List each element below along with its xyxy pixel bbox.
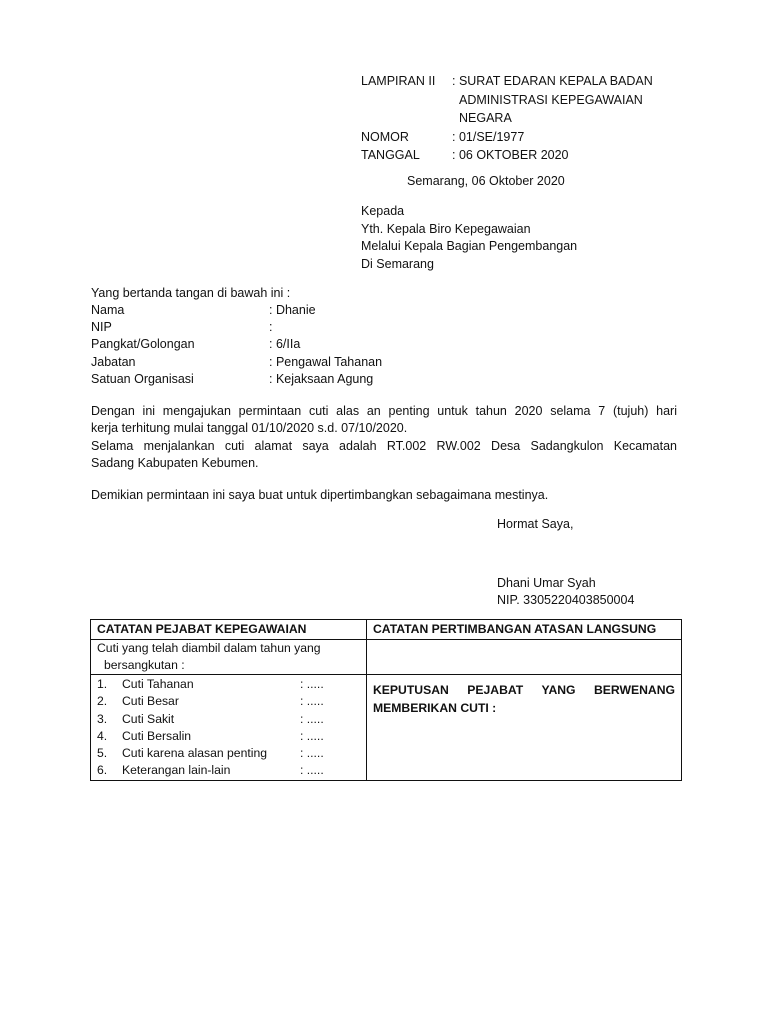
recipient-line: Di Semarang — [361, 256, 434, 271]
left-intro-line: Cuti yang telah diambil dalam tahun yang — [97, 641, 321, 655]
item-label: Cuti karena alasan penting — [122, 746, 267, 761]
identity-key: NIP — [91, 320, 112, 335]
identity-value: : Pengawal Tahanan — [269, 354, 383, 369]
item-label: Cuti Besar — [122, 694, 179, 709]
leave-list-cell — [91, 675, 367, 781]
header-row-nomor — [361, 129, 653, 148]
request-paragraph — [91, 403, 677, 473]
item-number: 2. — [97, 694, 108, 709]
recipient-line: Melalui Kepala Bagian Pengembangan — [361, 239, 578, 253]
left-intro-cell — [91, 640, 367, 675]
header-key: TANGGAL — [361, 148, 420, 162]
decision-line: MEMBERIKAN CUTI : — [373, 701, 497, 715]
recipient-line: Yth. Kepala Biro Kepegawaian — [361, 221, 531, 236]
closing-sentence: Demikian permintaan ini saya buat untuk dipertimbangkan sebagaimana mestinya. — [91, 488, 549, 502]
header-value-continued: NEGARA — [459, 111, 512, 125]
leave-item — [97, 762, 360, 779]
signature-nip: NIP. 3305220403850004 — [497, 593, 635, 607]
place-date: Semarang, 06 Oktober 2020 — [407, 174, 565, 188]
identity-key: Satuan Organisasi — [91, 371, 194, 386]
header-value: : 06 OKTOBER 2020 — [452, 148, 569, 162]
body-line: Selama menjalankan cuti alamat saya adalah RT.002 RW.002 Desa Sadangkulon Kecamatan — [91, 438, 677, 453]
recipient-block — [361, 203, 577, 273]
leave-item — [97, 728, 360, 745]
item-value: : ..... — [300, 763, 324, 778]
item-number: 6. — [97, 763, 108, 778]
left-column-header: CATATAN PEJABAT KEPEGAWAIAN — [91, 620, 367, 640]
body-line: kerja terhitung mulai tanggal 01/10/2020 s.d. 07/10/2020. — [91, 421, 408, 436]
header-value-continued: ADMINISTRASI KEPEGAWAIAN — [459, 92, 643, 107]
signature-greeting: Hormat Saya, — [497, 517, 574, 531]
header-value: : 01/SE/1977 — [452, 129, 525, 144]
item-value: : ..... — [300, 694, 324, 709]
header-key: NOMOR — [361, 129, 409, 144]
right-notes-cell — [367, 640, 682, 675]
left-intro-line: bersangkutan : — [104, 658, 185, 672]
identity-key: Pangkat/Golongan — [91, 337, 195, 352]
intro-text: Yang bertanda tangan di bawah ini : — [91, 286, 291, 300]
identity-row — [91, 319, 531, 336]
leave-item — [97, 693, 360, 710]
identity-row — [91, 371, 531, 388]
header-row-lampiran — [361, 73, 653, 92]
right-column-header: CATATAN PERTIMBANGAN ATASAN LANGSUNG — [367, 620, 682, 640]
item-value: : ..... — [300, 746, 324, 761]
identity-row — [91, 354, 531, 371]
document-header — [361, 73, 653, 166]
item-value: : ..... — [300, 677, 324, 691]
body-line: Sadang Kabupaten Kebumen. — [91, 456, 259, 471]
leave-item — [97, 711, 360, 728]
leave-item — [97, 745, 360, 762]
item-label: Keterangan lain-lain — [122, 763, 231, 778]
item-number: 3. — [97, 711, 108, 726]
identity-row — [91, 302, 531, 319]
signature-name: Dhani Umar Syah — [497, 576, 596, 590]
identity-block — [91, 302, 531, 388]
header-value: : SURAT EDARAN KEPALA BADAN — [452, 74, 653, 88]
identity-key: Jabatan — [91, 354, 136, 369]
item-label: Cuti Sakit — [122, 711, 175, 726]
identity-value: : Dhanie — [269, 303, 316, 317]
item-value: : ..... — [300, 711, 324, 726]
item-label: Cuti Bersalin — [122, 728, 192, 743]
identity-value: : — [269, 320, 273, 335]
item-label: Cuti Tahanan — [122, 677, 194, 691]
identity-value: : Kejaksaan Agung — [269, 371, 374, 386]
decision-line: KEPUTUSAN PEJABAT YANG BERWENANG — [373, 683, 675, 697]
identity-key: Nama — [91, 303, 125, 317]
recipient-line: Kepada — [361, 204, 405, 218]
identity-value: : 6/IIa — [269, 337, 301, 352]
identity-row — [91, 336, 531, 353]
item-number: 1. — [97, 677, 108, 691]
item-value: : ..... — [300, 728, 324, 743]
header-key: LAMPIRAN II — [361, 74, 436, 88]
leave-item — [97, 676, 360, 693]
decision-cell — [367, 675, 682, 781]
header-row-tanggal — [361, 147, 653, 166]
body-line: Dengan ini mengajukan permintaan cuti alas an penting untuk tahun 2020 selama 7 (tujuh) hari — [91, 404, 677, 418]
item-number: 5. — [97, 746, 108, 761]
notes-table — [90, 619, 682, 781]
item-number: 4. — [97, 728, 108, 743]
